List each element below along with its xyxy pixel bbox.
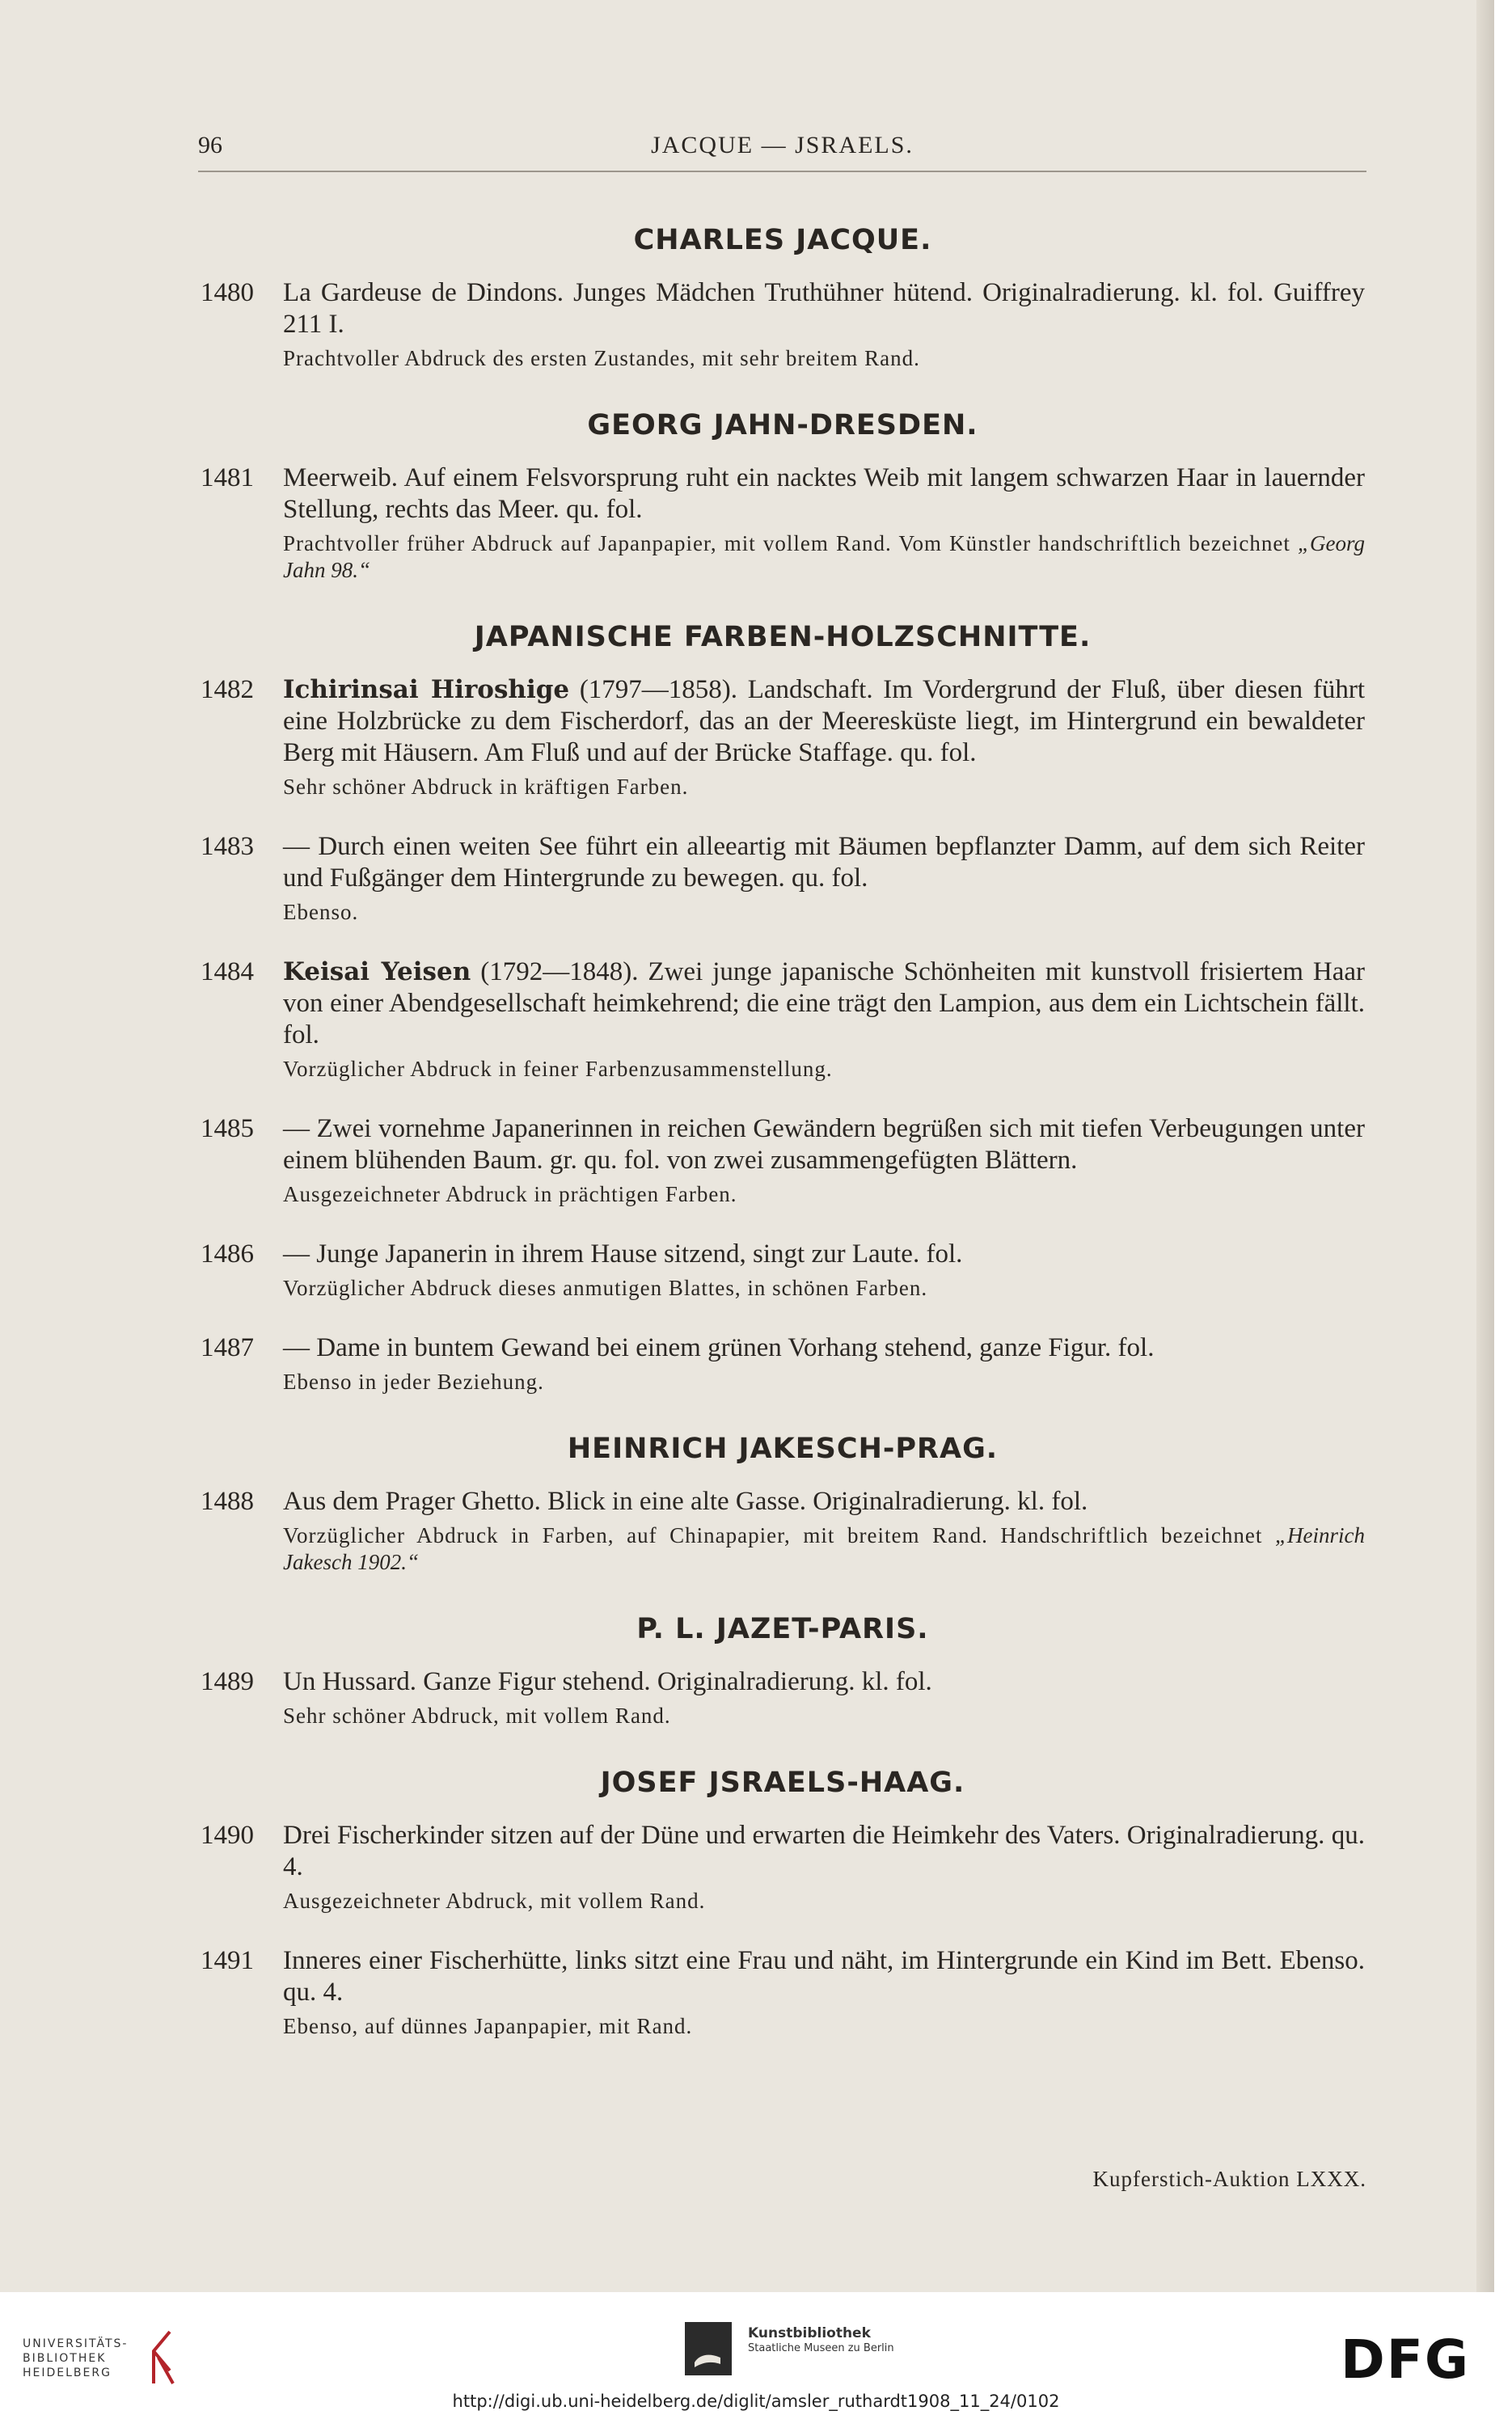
entry-description — [283, 674, 1365, 769]
entry-description-text: Inneres einer Fischerhütte, links sitzt eine Frau und näht, im Hintergrunde ein Kind im Bett. Ebenso. qu. 4. — [283, 1946, 1365, 2007]
section-title: JOSEF JSRAELS-HAAG. — [600, 1767, 965, 1799]
section-title: GEORG JAHN-DRESDEN. — [587, 409, 978, 441]
entry-description — [283, 956, 1365, 1051]
section-title: P. L. JAZET-PARIS. — [636, 1613, 929, 1645]
catalogue-entry — [201, 1332, 1365, 1395]
entry-description-text: La Gardeuse de Dindons. Junges Mädchen Truthühner hütend. Originalradierung. kl. fol. Guiffrey 211 I. — [283, 278, 1365, 339]
dfg-logo[interactable]: DFG — [1341, 2328, 1471, 2391]
entry-note-text: Sehr schöner Abdruck, mit vollem Rand. — [283, 1704, 671, 1728]
entry-number: 1483 — [201, 832, 254, 861]
entry-artist: Ichirinsai Hiroshige — [283, 675, 570, 704]
entry-condition-note — [283, 1181, 1365, 1208]
entry-note-text: Ausgezeichneter Abdruck in prächtigen Farben. — [283, 1182, 737, 1206]
entry-description-text: Meerweib. Auf einem Felsvorsprung ruht ein nacktes Weib mit langem schwarzen Haar in lauernder Stellung, rechts das Meer. qu. fol. — [283, 463, 1365, 524]
entry-number: 1484 — [201, 957, 254, 986]
entry-condition-note — [283, 1522, 1365, 1576]
catalogue-entry — [201, 674, 1365, 800]
catalogue-entry — [201, 956, 1365, 1083]
entry-description-text: — Dame in buntem Gewand bei einem grünen Vorhang stehend, ganze Figur. fol. — [283, 1333, 1155, 1362]
page-number: 96 — [198, 132, 222, 158]
catalogue-entry — [201, 1239, 1365, 1302]
running-header — [198, 132, 1366, 172]
entry-description-text: Drei Fischerkinder sitzen auf der Düne und erwarten die Heimkehr des Vaters. Originalradierung. qu. 4. — [283, 1821, 1365, 1881]
entry-condition-note — [283, 2013, 1365, 2040]
entry-signature: „Georg Jahn 98.“ — [283, 531, 1365, 582]
section-title: CHARLES JACQUE. — [633, 224, 932, 256]
catalogue-entry — [201, 1113, 1365, 1208]
entry-artist: Keisai Yeisen — [283, 957, 471, 986]
section-title: JAPANISCHE FARBEN-HOLZSCHNITTE. — [474, 621, 1092, 653]
entry-number: 1491 — [201, 1946, 254, 1975]
entry-description — [283, 831, 1365, 894]
entry-description — [283, 277, 1365, 340]
entry-condition-note — [283, 1056, 1365, 1083]
entry-description-text: (1792—1848). Zwei junge japanische Schönheiten mit kunstvoll frisiertem Haar von einer Abendgesellschaft heimkehrend; die eine trägt den Lampion, aus dem ein Lichtschein fällt. fol. — [283, 957, 1366, 1049]
entry-condition-note — [283, 899, 1365, 926]
university-line: HEIDELBERG — [23, 2366, 112, 2379]
entry-condition-note — [283, 530, 1365, 584]
entry-condition-note — [283, 1369, 1365, 1395]
entry-number: 1487 — [201, 1333, 254, 1362]
entry-condition-note — [283, 345, 1365, 372]
library-name: Kunstbibliothek — [748, 2325, 871, 2341]
kunstbibliothek-logo-icon[interactable] — [685, 2322, 732, 2375]
entry-description — [283, 1666, 1365, 1698]
catalogue-content — [201, 198, 1365, 2071]
entry-condition-note — [283, 1275, 1365, 1302]
university-line: BIBLIOTHEK — [23, 2352, 107, 2365]
entry-note-text: Vorzüglicher Abdruck in feiner Farbenzusammenstellung. — [283, 1057, 833, 1081]
kunstbibliothek-label — [748, 2325, 894, 2356]
entry-note-text: Vorzüglicher Abdruck in Farben, auf Chinapapier, mit breitem Rand. Handschriftlich bezeichnet — [283, 1523, 1263, 1547]
entry-description — [283, 1239, 1365, 1270]
catalogue-entry — [201, 1666, 1365, 1729]
university-library-logo[interactable] — [23, 2337, 144, 2380]
entry-note-text: Vorzüglicher Abdruck dieses anmutigen Blattes, in schönen Farben. — [283, 1276, 928, 1300]
university-line: UNIVERSITÄTS- — [23, 2337, 129, 2350]
university-emblem-icon — [146, 2327, 179, 2387]
entry-description-text: (1797—1858). Landschaft. Im Vordergrund der Fluß, über diesen führt eine Holzbrücke zu dem Fischerdorf, das an der Meeresküste liegt, im Hintergrund ein bewaldeter Berg mit Häusern. Am Fluß und auf der Brücke Staffage. qu. fol. — [283, 675, 1365, 767]
entry-note-text: Ebenso. — [283, 900, 359, 924]
catalogue-entry — [201, 1820, 1365, 1915]
catalogue-entry — [201, 277, 1365, 372]
section-title: HEINRICH JAKESCH-PRAG. — [567, 1433, 999, 1465]
entry-condition-note — [283, 1703, 1365, 1729]
catalogue-entry — [201, 1486, 1365, 1576]
entry-note-text: Sehr schöner Abdruck in kräftigen Farben. — [283, 775, 689, 799]
entry-description — [283, 1113, 1365, 1176]
entry-description-text: Aus dem Prager Ghetto. Blick in eine alte Gasse. Originalradierung. kl. fol. — [283, 1487, 1088, 1516]
entry-description-text: — Junge Japanerin in ihrem Hause sitzend, singt zur Laute. fol. — [283, 1239, 963, 1269]
entry-number: 1481 — [201, 463, 254, 492]
entry-note-text: Prachtvoller früher Abdruck auf Japanpapier, mit vollem Rand. Vom Künstler handschriftlich bezeichnet — [283, 531, 1290, 555]
catalogue-entry — [201, 831, 1365, 926]
running-title: JACQUE — JSRAELS. — [651, 132, 914, 158]
entry-description-text: — Durch einen weiten See führt ein alleeartig mit Bäumen bepflanzter Damm, auf dem sich Reiter und Fußgänger dem Hintergrunde zu bewegen. qu. fol. — [283, 832, 1365, 893]
entry-description-text: — Zwei vornehme Japanerinnen in reichen Gewändern begrüßen sich mit tiefen Verbeugungen unter einem blühenden Baum. gr. qu. fol. von zwei zusammengefügten Blättern. — [283, 1114, 1365, 1175]
entry-number: 1490 — [201, 1821, 254, 1850]
entry-note-text: Ebenso in jeder Beziehung. — [283, 1370, 544, 1394]
entry-signature: „Heinrich Jakesch 1902.“ — [283, 1523, 1366, 1574]
entry-description — [283, 1820, 1365, 1883]
entry-note-text: Ebenso, auf dünnes Japanpapier, mit Rand. — [283, 2014, 693, 2038]
entry-number: 1486 — [201, 1239, 254, 1269]
entry-description-text: Un Hussard. Ganze Figur stehend. Originalradierung. kl. fol. — [283, 1667, 932, 1696]
footer-note: Kupferstich-Auktion LXXX. — [1092, 2167, 1366, 2191]
entry-note-text: Ausgezeichneter Abdruck, mit vollem Rand. — [283, 1889, 706, 1913]
entry-number: 1485 — [201, 1114, 254, 1143]
entry-number: 1480 — [201, 278, 254, 307]
library-subtitle: Staatliche Museen zu Berlin — [748, 2342, 894, 2354]
entry-number: 1488 — [201, 1487, 254, 1516]
entry-description — [283, 1486, 1365, 1518]
entry-number: 1482 — [201, 675, 254, 704]
entry-description — [283, 1332, 1365, 1364]
catalogue-entry — [201, 1945, 1365, 2040]
source-url-link[interactable]: http://digi.ub.uni-heidelberg.de/diglit/amsler_ruthardt1908_11_24/0102 — [452, 2392, 1060, 2411]
catalogue-entry — [201, 462, 1365, 584]
entry-note-text: Prachtvoller Abdruck des ersten Zustandes, mit sehr breitem Rand. — [283, 346, 920, 370]
entry-description — [283, 1945, 1365, 2008]
entry-number: 1489 — [201, 1667, 254, 1696]
entry-condition-note — [283, 774, 1365, 800]
entry-condition-note — [283, 1888, 1365, 1915]
entry-description — [283, 462, 1365, 526]
